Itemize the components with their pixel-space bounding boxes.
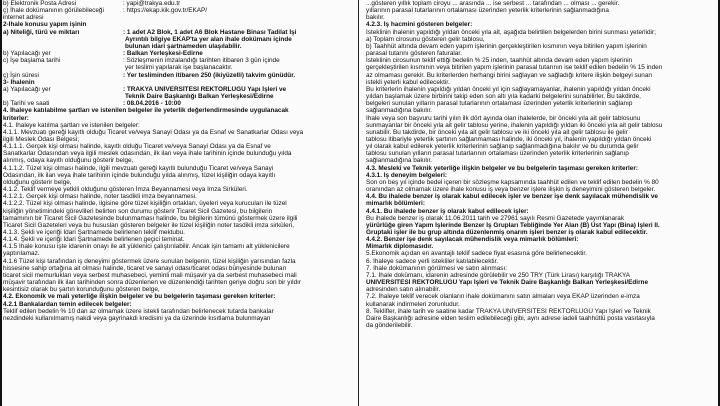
text-line: 4.1.1.2. Tüzel kişi olması halinde, ilgili mevzuatı gereği kayıtlı bulunduğu Ticaret ve/veya Sanayi bbox=[3, 164, 274, 172]
text-line: 4.2.3. İş hacmini gösteren belgeler: bbox=[366, 21, 473, 29]
text-line: Son on beş yıl içinde bedel içeren bir sözleşme kapsamında taahhüt edilen ve teklif edilen bedelin % 80 bbox=[366, 178, 659, 186]
text-line: 4.1.2.2. Tüzel kişi olması halinde, ilgisine göre tüzel kişiliğin ortakları, üyeleri veya kurucuları ile tüzel bbox=[3, 200, 287, 208]
text-line: nezdindeki kullanılmamış nakdi veya gayrinakdi kredisini ya da üzerinde kısıtlama bulunmayan bbox=[3, 314, 271, 322]
field-label: c) İşe başlama tarihi bbox=[3, 57, 61, 65]
field-value: : TRAKYA ÜNİVERSİTESİ REKTÖRLÜĞÜ Yapı İşleri ve bbox=[123, 85, 287, 93]
text-line: 4.1.2.1. Gerçek kişi olması halinde, noter tasdikli imza beyannamesi. bbox=[3, 193, 197, 201]
text-line: ...gösteren yıllık toplam ciroyu ... arasında ... ise serbest ... tarafından ... olması ... gerekir. bbox=[366, 0, 620, 7]
text-line: tablosu itibariyle yeterlik şartının sağlanmaması halinde, iki önceki yıl, ihalenin yapıldığı yıldan önceki bbox=[366, 135, 652, 143]
text-line: 4.3.1. İş deneyim belgeleri: bbox=[366, 171, 447, 179]
text-line: İhale veya son başvuru tarihi yılın ilk dört ayında olan ihalelerde, bir önceki yıla ait gelir tablosunu bbox=[366, 114, 641, 122]
text-line: İsteklinin cirosunun teklif ettiği bedelin % 25 inden, taahhüt altında devam eden yapım işlerinin bbox=[366, 57, 633, 65]
text-line: olduğunu gösterir belge, bbox=[3, 178, 72, 186]
left-column bbox=[3, 0, 353, 406]
text-line: 4.4.1. Bu ihalede benzer iş olarak kabul edilecek işler: bbox=[366, 207, 529, 215]
text-line: sunabilir. Bu takdirde, bir önceki yıla ait gelir tablosu ve iki önceki yıla ait gelir tablosu ile gelir bbox=[366, 128, 628, 136]
text-line: tamamının bir Ticaret Sicil Gazetesinde bulunmaması halinde, bu bilgilerin tümünü göstermek üzere ilgili bbox=[3, 214, 298, 222]
text-line: Mimarlık diplomasıdır. bbox=[366, 243, 434, 251]
text-line: 7.1. İhale dokümanı, idarenin adresinde görülebilir ve 250 TRY (Türk Lirası) karşılığı TRAKYA bbox=[366, 271, 631, 279]
field-label: b) Elektronik Posta Adresi bbox=[3, 0, 77, 7]
text-line: sağlanmadığına bakılır. bbox=[366, 107, 433, 115]
text-line: Ticaret Sicil Gazeteleri veya bu hususları gösteren belgeler ile tüzel kişiliğin noter tasdikli imza sirküleri, bbox=[3, 221, 295, 229]
text-line: 4.2.1 Bankalardan temin edilecek belgeler: bbox=[3, 300, 132, 308]
text-line: 4.4.2. Benzer işe denk sayılacak mühendislik veya mimarlık bölümleri: bbox=[366, 236, 579, 244]
text-line: 4.1.2. Teklif vermeye yetkili olduğunu gösteren İmza Beyannamesi veya İmza Sirküleri. bbox=[3, 186, 248, 194]
text-line: Bu kriterlerin ihalenin yapıldığı yıldan önceki yıl için sağlayamayanlar, ihalenin yapıldığı yıldan önceki bbox=[366, 85, 651, 93]
text-line: 4.2. Ekonomik ve mali yeterliğe ilişkin belgeler ve bu belgelerin taşıması gereken kriterler: bbox=[3, 293, 276, 301]
field-row bbox=[3, 7, 353, 14]
text-line: yürürlüğe giren Yapım İşlerinde Benzer İş Grupları Tebliğinde Yer Alan (B) Üst Yapı (Bina) İşleri II. bbox=[366, 221, 660, 229]
text-line: yıl olarak kabul edilerek yeterlik kriterlerinin sağlanıp sağlanmadığına bakılır ve bu durumda gelir bbox=[366, 143, 639, 151]
text-line: Sanatkarlar Odasından veya ilgili meslek odasından, ilk ilan veya ihale tarihinin içinde bulunduğu yılda bbox=[3, 150, 292, 158]
text-line: a) Toplam cirosunu gösteren gelir tablosu, bbox=[366, 35, 485, 43]
text-line: bakılır. bbox=[366, 14, 385, 22]
field-row bbox=[3, 57, 353, 64]
text-line: hissesine sahip ortağına ait olması halinde, ticaret ve sanayi odası/ticaret odası bünyesinde bulunan bbox=[3, 264, 287, 272]
field-label: b) Tarihi ve saati bbox=[3, 100, 50, 108]
right-column bbox=[366, 0, 716, 406]
text-line: İsteklinin ihalenin yapıldığı yıldan önceki yıla ait, aşağıda belirtilen belgelerden birini sunması yeterlidir; bbox=[366, 28, 656, 36]
column-divider bbox=[358, 0, 359, 406]
text-line: 3- İhalenin bbox=[3, 78, 35, 86]
text-line: 4.1.1.1. Gerçek kişi olması halinde, kayıtlı olduğu Ticaret ve/veya Sanayi Odası ya da Esnaf ve bbox=[3, 143, 271, 151]
field-row bbox=[3, 72, 353, 79]
field-row bbox=[3, 86, 353, 93]
text-line: 4.1. İhaleye katılma şartları ve istenilen belgeler: bbox=[3, 121, 140, 129]
field-value: : 1 adet A2 Blok, 1 adet A6 Blok Hastane Binası Tadilat İşi bbox=[123, 28, 297, 36]
text-line: ticaret sicil memurlukları veya serbest muhasebeci, yeminli mali müşavir ya da serbest muhasebeci mali bbox=[3, 271, 297, 279]
text-line: 4.1.3. Şekli ve içeriği İdari Şartnamede belirlenen teklif mektubu. bbox=[3, 229, 185, 236]
text-line: 8. Teklifler, ihale tarih ve saatine kadar TRAKYA ÜNİVERSİTESİ REKTÖRLÜĞÜ Yapı İşleri ve Teknik bbox=[366, 307, 651, 315]
text-line: Teknik Daire Başkanlığı Balkan Yerleşkesi/Edirne bbox=[125, 93, 274, 101]
text-line: oranından az olmamak üzere ihale konusu iş veya benzer işlere ilişkin iş deneyimini gösteren belgeler. bbox=[366, 186, 656, 194]
text-line: kişiliğin yönetimindeki görevlileri belirten son durumu gösterir Ticaret Sicil Gazetesi, bu bilgilerin bbox=[3, 207, 273, 215]
field-row bbox=[3, 29, 353, 36]
text-line: Gruptaki işler ile bu grup altında düzenlenmiş onarım işleri benzer iş olarak kabul edilecektir. bbox=[366, 229, 648, 236]
text-line: 4. İhaleye katılabilme şartları ve istenilen belgeler ile yeterlik değerlendirmesinde uygulanacak bbox=[3, 107, 289, 115]
text-line: Daire Başkanlığı adresine elden teslim edilebileceği gibi, aynı adrese iadeli taahhütlü posta vasıtasıyla bbox=[366, 314, 655, 322]
text-line: Teklif edilen bedelin % 10 dan az olmamak üzere istekli tarafından belirlenecek tutarda bankalar bbox=[3, 307, 274, 315]
text-line: ÜNİVERSİTESİ REKTÖRLÜĞÜ Yapı İşleri ve Teknik Daire Başkanlığı Balkan Yerleşkesi/Edirne bbox=[366, 279, 649, 287]
text-line: gerçekleştirilen kısmının veya bitirilen yapım işlerinin parasal tutarının ise teklif edilen bedelin % 15 inden bbox=[366, 64, 663, 72]
text-line: belgeleri sunulan yılların parasal tutarlarının ortalaması üzerinden yeterlik kriterlerinin sağlanıp bbox=[366, 100, 633, 108]
text-line: tablosu sunulan yılların parasal tutarlarının ortalaması üzerinden yeterlik kriterlerinin sağlanıp bbox=[366, 150, 629, 158]
field-value: : https://ekap.kik.gov.tr/EKAP/ bbox=[123, 7, 208, 15]
field-label: b) Yapılacağı yer bbox=[3, 50, 51, 58]
text-line: kesintisiz olarak bu şartın korunduğunu gösteren belge, bbox=[3, 286, 160, 294]
field-label: ç) İşin süresi bbox=[3, 71, 39, 79]
left-border-rule bbox=[0, 0, 2, 406]
text-line: az olmaması gerekir. Bu kriterlerden herhangi birini sağlayan ve sağladığı kritere ilişkin belgeyi sunan bbox=[366, 71, 652, 79]
text-line: 2-İhale konusu yapım işinin bbox=[3, 21, 87, 29]
text-line: bulunan idari şartnameden ulaşılabilir. bbox=[125, 42, 242, 50]
text-line: 5.Ekonomik açıdan en avantajlı teklif sadece fiyat esasına göre belirlenecektir. bbox=[366, 250, 587, 258]
text-line: 4.1.1. Mevzuatı gereği kayıtlı olduğu Ticaret ve/veya Sanayi Odası ya da Esnaf ve Sanatkarlar Odası veya bbox=[3, 128, 304, 136]
text-line: alınmış, odaya kayıtlı olduğunu gösterir belge, bbox=[3, 157, 134, 165]
text-line: kullanarak indirmeleri zorunludur. bbox=[366, 300, 460, 308]
text-line: 4.1.4. Şekli ve içeriği İdari Şartnamede belirlenen geçici teminat. bbox=[3, 236, 185, 244]
text-line: istekli yeterli kabul edilecektir. bbox=[366, 78, 450, 86]
text-line: 4.1.6 Tüzel kişi tarafından iş deneyimi göstermek üzere sunulan belgenin, tüzel kişiliğin yarısından fazla bbox=[3, 257, 296, 265]
text-line: kriterler: bbox=[3, 114, 29, 122]
text-line: internet adresi bbox=[3, 14, 44, 22]
field-value: : 08.04.2016 - 10:00 bbox=[123, 100, 181, 108]
text-line: 7. İhale dokümanının görülmesi ve satın alınması: bbox=[366, 264, 508, 272]
text-line: 7.2. İhaleye teklif verecek olanların ihale dokümanını satın almaları veya EKAP üzerinden e-imza bbox=[366, 293, 640, 301]
field-row bbox=[3, 100, 353, 107]
text-line: yaptırılamaz. bbox=[3, 250, 40, 258]
text-line: müşavir tarafından ilk ilan tarihinden sonra düzenlenen ve düzenlendiği tarihten geriye doğru son bir yıldır bbox=[3, 279, 302, 287]
text-line: yıllarının parasal tutarlarının ortalaması üzerinden yeterlik kriterlerinin sağlanmadığına bbox=[366, 7, 609, 15]
text-line: mimarlık bölümleri: bbox=[366, 200, 425, 208]
text-line: Odasından, ilk ilan veya ihale tarihinin içinde bulunduğu yılda alınmış, tüzel kişiliğin odaya kayıtlı bbox=[3, 171, 276, 179]
field-value: : Balkan Yerleşkesi-Edirne bbox=[123, 50, 203, 58]
text-line: yıldan başlamak üzere birbirini takip eden son altı yıla kadarki belgelerini sunabilirler. Bu takdirde, bbox=[366, 93, 641, 101]
text-line: 4.3. Mesleki ve Teknik yeterliğe ilişkin belgeler ve bu belgelerin taşıması gereken kriterler: bbox=[366, 164, 638, 172]
text-line: da gönderilebilir. bbox=[366, 322, 413, 330]
text-line: sağlanmadığına bakılır. bbox=[366, 157, 433, 165]
text-line: 4.4. Bu ihalede benzer iş olarak kabul edilecek işler ve benzer işe denk sayılacak mühendislik ve bbox=[366, 193, 658, 201]
text-line: sunmayanlar bir önceki yıla ait gelir tablosu yerine, ihalenin yapıldığı yıldan iki önceki yıla ait gelir tablosu bbox=[366, 121, 663, 129]
text-line: 4.1.5 İhale konusu işte idarenin onayı ile alt yüklenici çalıştırılabilir. Ancak işin tamamı alt yüklenicilere bbox=[3, 243, 290, 251]
field-value: : Sözleşmenin imzalandığı tarihten itibaren 3 gün içinde bbox=[123, 57, 280, 65]
text-line: Ayrıntılı bilgiye EKAP'ta yer alan ihale dokümanı içinde bbox=[125, 35, 292, 43]
text-line: parasal tutarını gösteren faturalar. bbox=[366, 50, 462, 58]
text-line: b) Taahhüt altında devam eden yapım işlerinin gerçekleştirilen kısmının veya bitirilen yapım işlerinin bbox=[366, 42, 647, 50]
field-label: ç) İhale dokümanının görülebileceği bbox=[3, 7, 104, 15]
text-line: yer teslimi yapılarak işe başlanacaktır. bbox=[125, 64, 233, 72]
text-line: Bu ihalede benzer iş olarak 11.06.2011 tarih ve 27961 sayılı Resmi Gazetede yayımlanarak bbox=[366, 214, 625, 222]
field-value: : Yer tesliminden itibaren 250 (ikiyüzelli) takvim günüdür. bbox=[123, 71, 296, 79]
text-line: adresinden satın alınabilir. bbox=[366, 286, 441, 294]
field-label: a) Yapılacağı yer bbox=[3, 85, 51, 93]
field-label: a) Niteliği, türü ve miktarı bbox=[3, 28, 80, 36]
field-value: : yapi@trakya.edu.tr bbox=[123, 0, 181, 7]
text-line: 6. İhaleye sadece yerli istekliler katılabilecektir. bbox=[366, 257, 499, 265]
text-line: ilgili Meslek Odası Belgesi; bbox=[3, 135, 80, 143]
